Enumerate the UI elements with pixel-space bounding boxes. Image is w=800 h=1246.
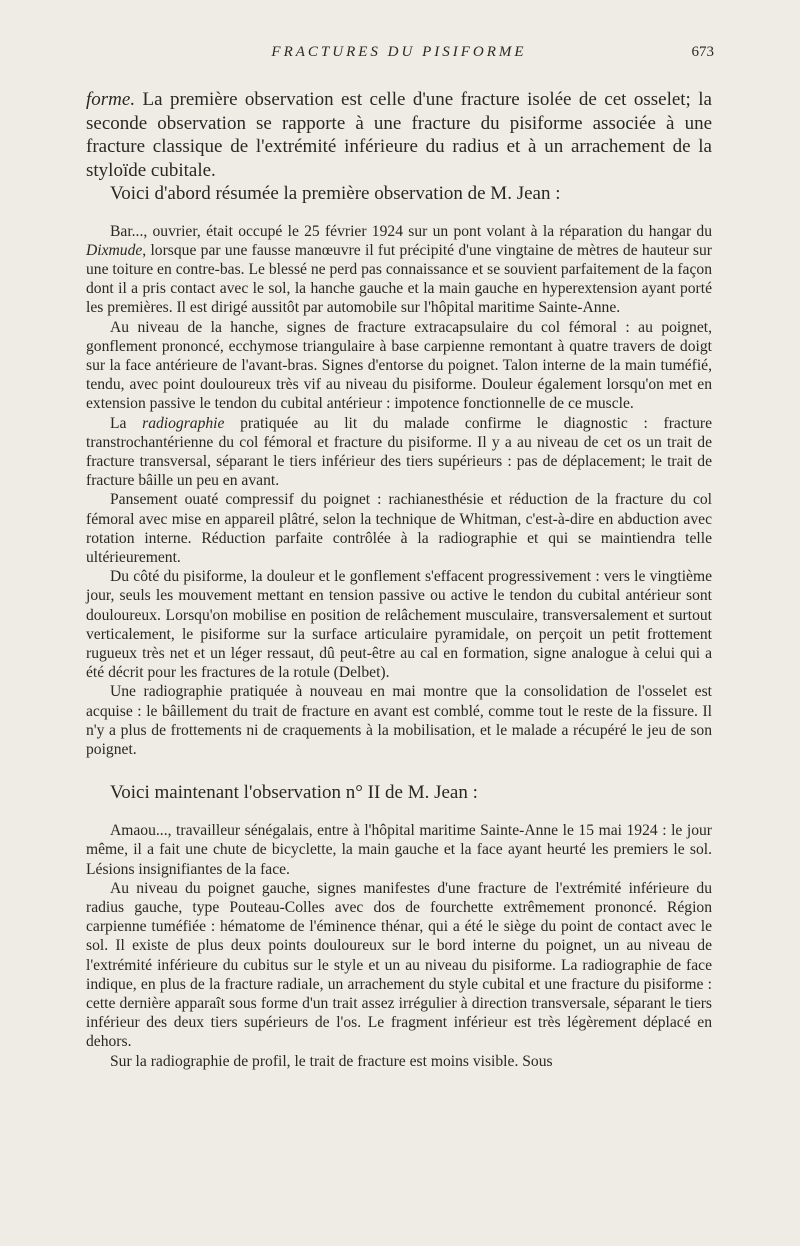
obs1-p1-rest: , lorsque par une fausse manœuvre il fut précipité d'une vingtaine de mètres de hauteur sur une toiture en contre-bas. Le blessé ne perd pas connaissance et se souvient parfaitement de la façon dont il a pris contact avec le sol, la hanche gauche et la main gauche en hyperextension ayant porté les premières. Il est dirigé aussitôt par automobile sur l'hôpital maritime Sainte-Anne. <box>86 241 712 317</box>
intro-section <box>86 88 712 206</box>
obs1-paragraph-1 <box>86 222 712 318</box>
running-title: FRACTURES DU PISIFORME <box>271 44 527 60</box>
obs1-p1-text: Bar..., ouvrier, était occupé le 25 février 1924 sur un pont volant à la réparation du hangar du <box>110 222 712 240</box>
obs1-paragraph-2: Au niveau de la hanche, signes de fracture extracapsulaire du col fémoral : au poignet, gonflement prononcé, ecchymose triangulaire à base carpienne remontant à quatre travers de doigt sur la face antérieure de l'avant-bras. Signes d'entorse du poignet. Talon interne de la main tuméfié, tendu, avec point douloureux très vif au niveau du pisiforme. Douleur également lorsqu'on met en extension passive le tendon du cubital antérieur : impotence fonctionnelle de ce muscle. <box>86 318 712 413</box>
obs1-p3-lead: La <box>110 414 143 432</box>
obs1-paragraph-6: Une radiographie pratiquée à nouveau en mai montre que la consolidation de l'osselet est acquise : le bâillement du trait de fracture en avant est comblé, comme tout le reste de la fissure. Il n'y a plus de frottements ni de craquements à la mobilisation, et le malade a récupéré le jeu de son poignet. <box>86 683 712 758</box>
obs1-paragraph-4: Pansement ouaté compressif du poignet : rachianesthésie et réduction de la fracture du col fémoral avec mise en appareil plâtré, selon la technique de Whitman, c'est-à-dire en abduction avec rotation interne. Réduction parfaite contrôlée à la radiographie et qui se maintiendra telle ultérieurement. <box>86 491 712 566</box>
obs1-paragraph-5: Du côté du pisiforme, la douleur et le gonflement s'effacent progressivement : vers le vingtième jour, seuls les mouvement mettant en tension passive ou active le tendon du cubital antérieur sont douloureux. Lorsqu'on mobilise en position de relâchement musculaire, transversalement et surtout verticalement, le pisiforme sur la surface articulaire pyramidale, on perçoit un petit frottement rugueux très net et un léger ressaut, dû peut-être au cal en formation, signe analogue à celui qui a été décrit pour les fractures de la rotule (Delbet). <box>86 568 712 682</box>
observation-2 <box>86 821 712 1071</box>
running-header <box>86 40 712 66</box>
observation-1 <box>86 222 712 760</box>
obs2-paragraph-3: Sur la radiographie de profil, le trait de fracture est moins visible. Sous <box>110 1052 553 1070</box>
obs2-paragraph-2: Au niveau du poignet gauche, signes manifestes d'une fracture de l'extrémité inférieure du radius gauche, type Pouteau-Colles avec dos de fourchette extrêmement prononcé. Région carpienne tuméfiée : hématome de l'éminence thénar, qui a été le siège du point de contact avec le sol. Il existe de plus deux points douloureux sur le bord interne du poignet, un au niveau de l'extrémité inférieure du cubitus sur le style et un au niveau du pisiforme. La radiographie de face indique, en plus de la fracture radiale, un arrachement du style cubital et une fracture du pisiforme : cette dernière apparaît sous forme d'un trait assez irrégulier à direction transversale, séparant le tiers inférieur des deux tiers supérieurs de l'os. Le fragment inférieur est très légèrement déplacé en dehors. <box>86 879 712 1051</box>
ship-name: Dixmude <box>86 241 143 259</box>
obs2-paragraph-1: Amaou..., travailleur sénégalais, entre à l'hôpital maritime Sainte-Anne le 15 mai 1924 : le jour même, il a fait une chute de bicyclette, la main gauche et la face ayant heurté les premiers le sol. Lésions insignifiantes de la face. <box>86 822 712 878</box>
intro-paragraph <box>86 88 712 182</box>
italic-word: radiographie <box>142 414 225 432</box>
italic-word: forme. <box>86 89 136 110</box>
page-number: 673 <box>691 44 714 60</box>
section-2-intro: Voici maintenant l'observation n° II de M. Jean : <box>110 782 478 804</box>
intro-lead-paragraph: Voici d'abord résumée la première observation de M. Jean : <box>110 183 561 204</box>
obs1-p3-rest: pratiquée au lit du malade confirme le diagnostic : fracture transtrochantérienne du col fémoral et fracture du pisiforme. Il y a au niveau de cet os un trait de fracture transversal, séparant le tiers inférieur des tiers supérieurs : pas de déplacement; le trait de fracture bâille un peu en avant. <box>86 414 712 490</box>
intro-text: La première observation est celle d'une fracture isolée de cet osselet; la seconde observation se rapporte à une fracture du pisiforme associée à une fracture classique de l'extrémité inférieure du radius et à un arrachement de la styloïde cubitale. <box>86 89 712 181</box>
obs1-paragraph-3 <box>86 414 712 491</box>
